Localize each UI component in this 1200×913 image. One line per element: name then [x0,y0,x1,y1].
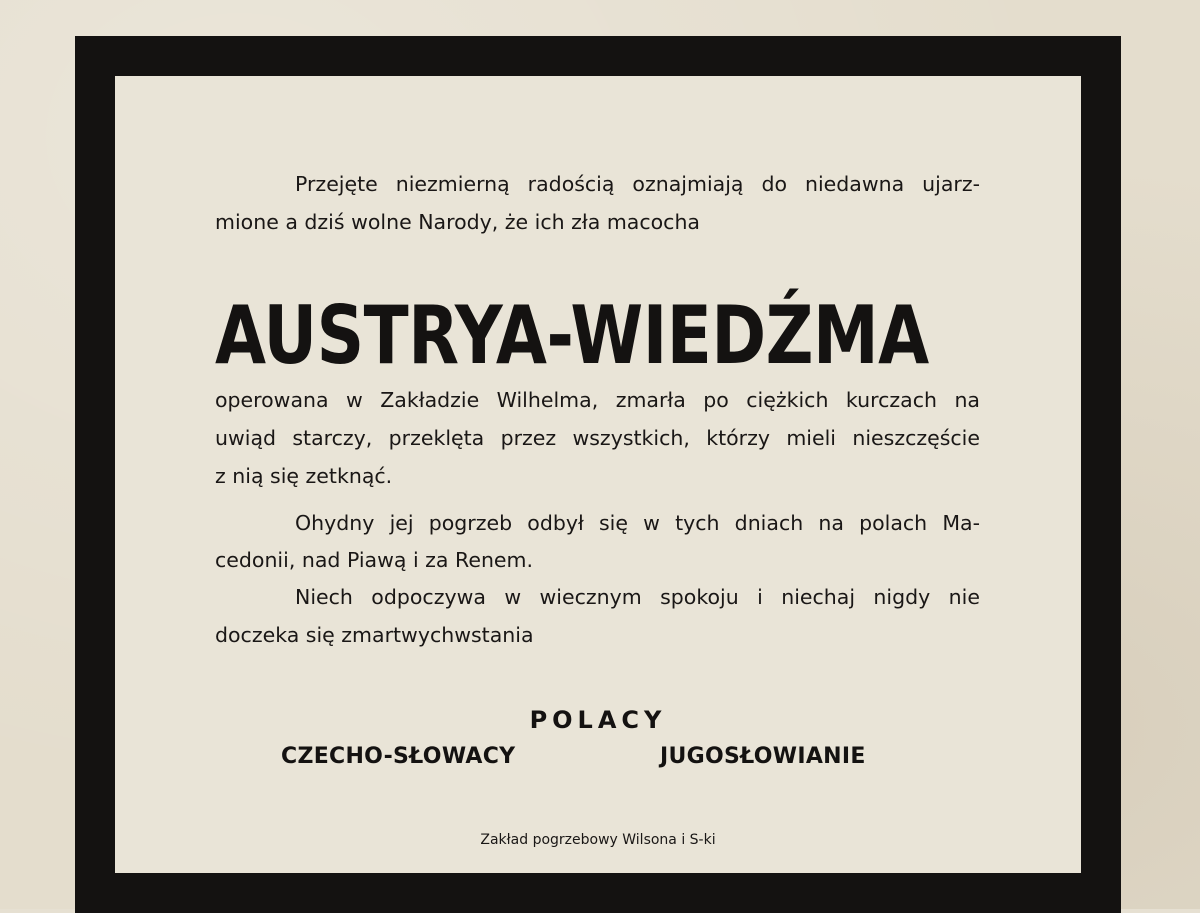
mourning-border-frame [75,36,1121,913]
intro-line-1: Przejęte niezmierną radością oznajmiają do niedawna ujarz- [295,172,980,196]
body-line-2: uwiąd starczy, przeklęta przez wszystkich, którzy mieli nieszczęście [215,426,980,450]
rest-line-1: Niech odpoczywa w wiecznym spokoju i niechaj nigdy nie [295,585,980,609]
signatory-polacy: POLACY [529,706,667,734]
signatory-jugoslowianie: JUGOSŁOWIANIE [660,744,866,769]
funeral-line-1: Ohydny jej pogrzeb odbył się w tych dniach na polach Ma- [295,511,980,535]
intro-line-2: mione a dziś wolne Narody, że ich zła macocha [215,210,700,234]
body-line-3: z nią się zetknąć. [215,464,393,488]
signatory-czecho-slowacy: CZECHO-SŁOWACY [281,744,516,769]
notice-content [115,76,1081,873]
funeral-line-2: cedonii, nad Piawą i za Renem. [215,548,534,572]
rest-line-2: doczeka się zmartwychwstania [215,623,534,647]
headline-title: AUSTRYA-WIEDŹMA [215,288,929,383]
body-line-1: operowana w Zakładzie Wilhelma, zmarła po ciężkich kurczach na [215,388,980,412]
funeral-home-footer: Zakład pogrzebowy Wilsona i S-ki [480,832,716,848]
